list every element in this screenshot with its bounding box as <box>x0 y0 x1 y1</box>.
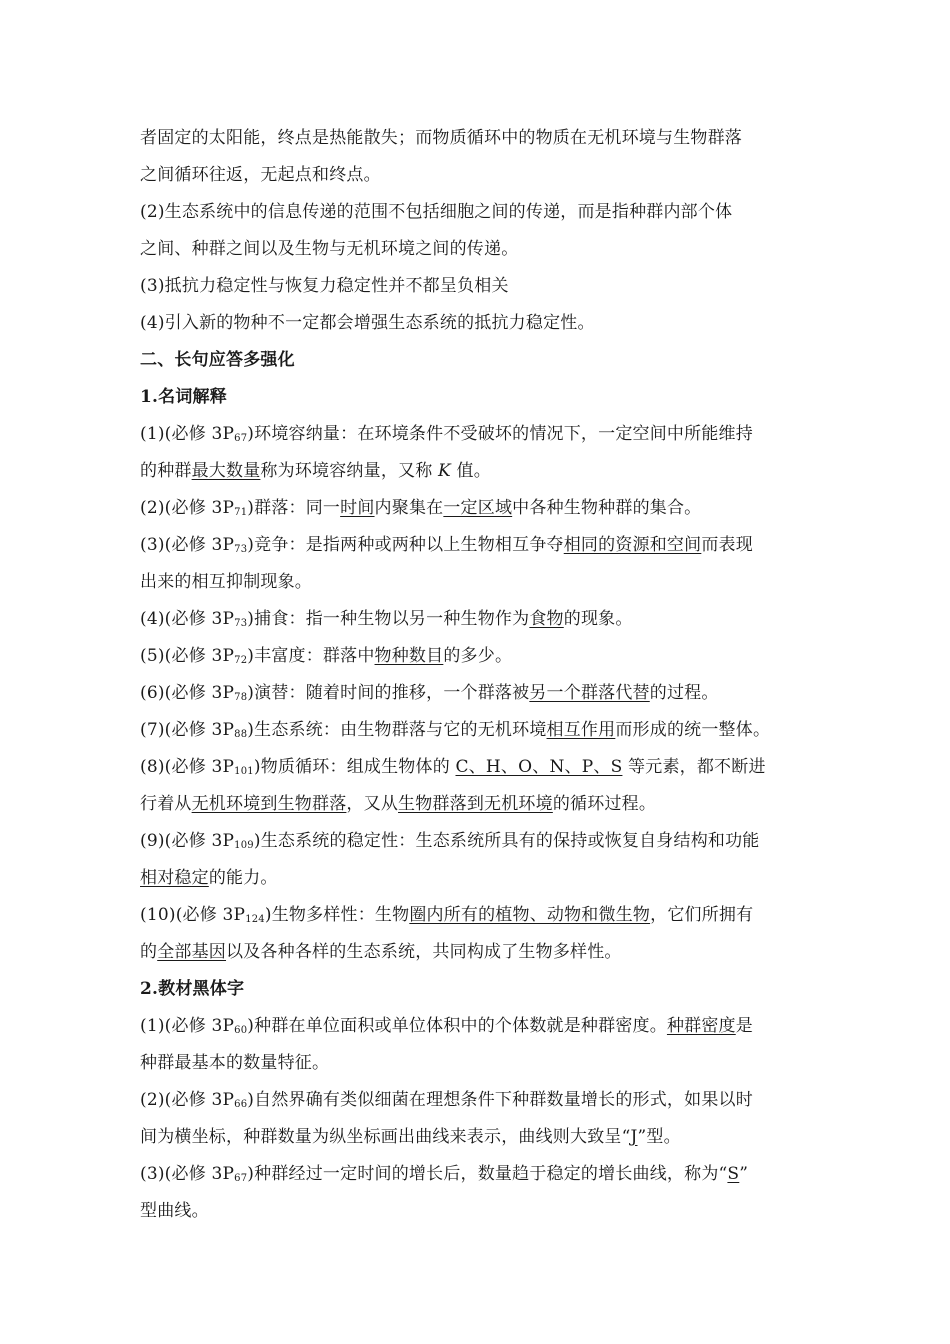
text-line <box>140 1193 812 1230</box>
page-subscript: 88 <box>234 729 248 740</box>
section-heading <box>140 379 812 416</box>
text-line <box>140 712 812 749</box>
page-subscript: 78 <box>234 692 248 703</box>
text-line <box>140 601 812 638</box>
text-run: ” <box>739 1164 749 1184</box>
text-run: )生态系统：由生物群落与它的无机环境 <box>247 720 547 740</box>
text-run: 而表现 <box>701 535 753 555</box>
underlined-answer: 时间 <box>340 498 375 518</box>
text-run: (6)(必修 3P <box>140 683 235 703</box>
text-run: 间为横坐标，种群数量为纵坐标画出曲线来表示，曲线则大致呈“ <box>140 1127 631 1147</box>
text-run: 种群最基本的数量特征。 <box>140 1053 330 1073</box>
text-run: (9)(必修 3P <box>140 831 235 851</box>
text-run: (4)(必修 3P <box>140 609 235 629</box>
text-line <box>140 823 812 860</box>
text-run: )捕食：指一种生物以另一种生物作为 <box>247 609 530 629</box>
text-line <box>140 490 812 527</box>
underlined-answer: 食物 <box>529 609 564 629</box>
text-run: 的种群 <box>140 461 192 481</box>
text-run: )群落：同一 <box>247 498 341 518</box>
text-line <box>140 194 812 231</box>
text-line <box>140 453 812 490</box>
underlined-answer: 种群密度 <box>666 1016 736 1036</box>
text-line <box>140 860 812 897</box>
text-line <box>140 897 812 934</box>
text-run: )物质循环：组成生物体的 <box>253 757 456 777</box>
text-run: 者固定的太阳能，终点是热能散失；而物质循环中的物质在无机环境与生物群落 <box>140 128 742 148</box>
document-page <box>140 120 812 1230</box>
page-subscript: 109 <box>234 840 254 851</box>
text-line <box>140 675 812 712</box>
text-line <box>140 157 812 194</box>
text-run: 出来的相互抑制现象。 <box>140 572 312 592</box>
text-run: (3)(必修 3P <box>140 535 235 555</box>
text-run: )竞争：是指两种或两种以上生物相互争夺 <box>247 535 564 555</box>
text-run: )种群经过一定时间的增长后，数量趋于稳定的增长曲线，称为“ <box>247 1164 728 1184</box>
text-run: )生态系统的稳定性：生态系统所具有的保持或恢复自身结构和功能 <box>253 831 760 851</box>
underlined-answer: S <box>727 1164 740 1184</box>
underlined-answer: 一定区域 <box>443 498 513 518</box>
text-run: 的过程。 <box>649 683 719 703</box>
text-line <box>140 416 812 453</box>
text-run: 型曲线。 <box>140 1201 209 1221</box>
text-run: 等元素，都不断进 <box>622 757 766 777</box>
text-run: 称为环境容纳量，又称 <box>260 461 439 481</box>
page-subscript: 73 <box>234 544 248 555</box>
text-run: (10)(必修 3P <box>140 905 246 925</box>
text-run: (1)(必修 3P <box>140 1016 235 1036</box>
section-heading <box>140 342 812 379</box>
text-run: )演替：随着时间的推移，一个群落被 <box>247 683 530 703</box>
underlined-answer: 全部基因 <box>157 942 227 962</box>
text-run: )种群在单位面积或单位体积中的个体数就是种群密度。 <box>247 1016 667 1036</box>
text-run: (5)(必修 3P <box>140 646 235 666</box>
text-run: (2)(必修 3P <box>140 498 235 518</box>
text-line <box>140 305 812 342</box>
text-run: 1.名词解释 <box>140 387 227 407</box>
text-line <box>140 268 812 305</box>
text-run: 的循环过程。 <box>552 794 657 814</box>
underlined-answer: 圈内所有的植物、动物和微生物 <box>409 905 651 925</box>
text-run: ”型。 <box>637 1127 681 1147</box>
text-line <box>140 527 812 564</box>
page-subscript: 67 <box>234 1173 248 1184</box>
text-line <box>140 1045 812 1082</box>
text-line <box>140 231 812 268</box>
text-run: 的 <box>140 942 158 962</box>
text-line <box>140 1008 812 1045</box>
text-run: )自然界确有类似细菌在理想条件下种群数量增长的形式，如果以时 <box>247 1090 753 1110</box>
text-line <box>140 120 812 157</box>
text-run: 内聚集在 <box>374 498 444 518</box>
underlined-answer: 相对稳定 <box>140 868 209 888</box>
text-run: (4)引入新的物种不一定都会增强生态系统的抵抗力稳定性。 <box>140 313 595 333</box>
text-run: 的多少。 <box>443 646 513 666</box>
text-line <box>140 934 812 971</box>
text-run: ，它们所拥有 <box>650 905 754 925</box>
text-line <box>140 564 812 601</box>
page-subscript: 67 <box>234 433 248 444</box>
text-run: 而形成的统一整体。 <box>615 720 771 740</box>
text-line <box>140 1156 812 1193</box>
underlined-answer: 相同的资源和空间 <box>563 535 702 555</box>
text-run: 之间、种群之间以及生物与无机环境之间的传递。 <box>140 239 519 259</box>
text-run: (7)(必修 3P <box>140 720 235 740</box>
section-heading <box>140 971 812 1008</box>
text-run: )丰富度：群落中 <box>247 646 375 666</box>
text-run: )生物多样性：生物 <box>264 905 410 925</box>
text-run: 的能力。 <box>208 868 278 888</box>
text-run: 二、长句应答多强化 <box>140 350 295 370</box>
text-run: (1)(必修 3P <box>140 424 235 444</box>
underlined-answer: 物种数目 <box>374 646 444 666</box>
underlined-answer: J <box>630 1127 638 1147</box>
text-run: ，又从 <box>346 794 399 814</box>
underlined-answer: 相互作用 <box>546 720 616 740</box>
text-line <box>140 638 812 675</box>
text-run: 是 <box>735 1016 753 1036</box>
underlined-answer: 生物群落到无机环境 <box>398 794 553 814</box>
text-run: 中各种生物种群的集合。 <box>512 498 702 518</box>
text-line <box>140 1119 812 1156</box>
text-run: (3)(必修 3P <box>140 1164 235 1184</box>
page-subscript: 71 <box>234 507 248 518</box>
text-run: 2.教材黑体字 <box>140 979 245 999</box>
italic-symbol: K <box>438 461 451 481</box>
page-subscript: 60 <box>234 1025 248 1036</box>
text-run: 之间循环往返，无起点和终点。 <box>140 165 381 185</box>
text-line <box>140 1082 812 1119</box>
page-subscript: 124 <box>245 914 265 925</box>
text-run: 行着从 <box>140 794 192 814</box>
text-run: (8)(必修 3P <box>140 757 235 777</box>
underlined-answer: 无机环境到生物群落 <box>191 794 347 814</box>
text-run: (3)抵抗力稳定性与恢复力稳定性并不都呈负相关 <box>140 276 509 296</box>
page-subscript: 72 <box>234 655 248 666</box>
page-subscript: 66 <box>234 1099 248 1110</box>
page-subscript: 73 <box>234 618 248 629</box>
text-line <box>140 749 812 786</box>
underlined-answer: 另一个群落代替 <box>529 683 650 703</box>
page-subscript: 101 <box>234 766 254 777</box>
underlined-answer: C、H、O、N、P、S <box>455 757 623 777</box>
text-run: 的现象。 <box>563 609 633 629</box>
text-run: )环境容纳量：在环境条件不受破坏的情况下，一定空间中所能维持 <box>247 424 753 444</box>
text-run: (2)生态系统中的信息传递的范围不包括细胞之间的传递，而是指种群内部个体 <box>140 202 733 222</box>
underlined-answer: 最大数量 <box>191 461 261 481</box>
text-run: (2)(必修 3P <box>140 1090 235 1110</box>
text-line <box>140 786 812 823</box>
text-run: 以及各种各样的生态系统，共同构成了生物多样性。 <box>226 942 622 962</box>
text-run: 值。 <box>450 461 491 481</box>
